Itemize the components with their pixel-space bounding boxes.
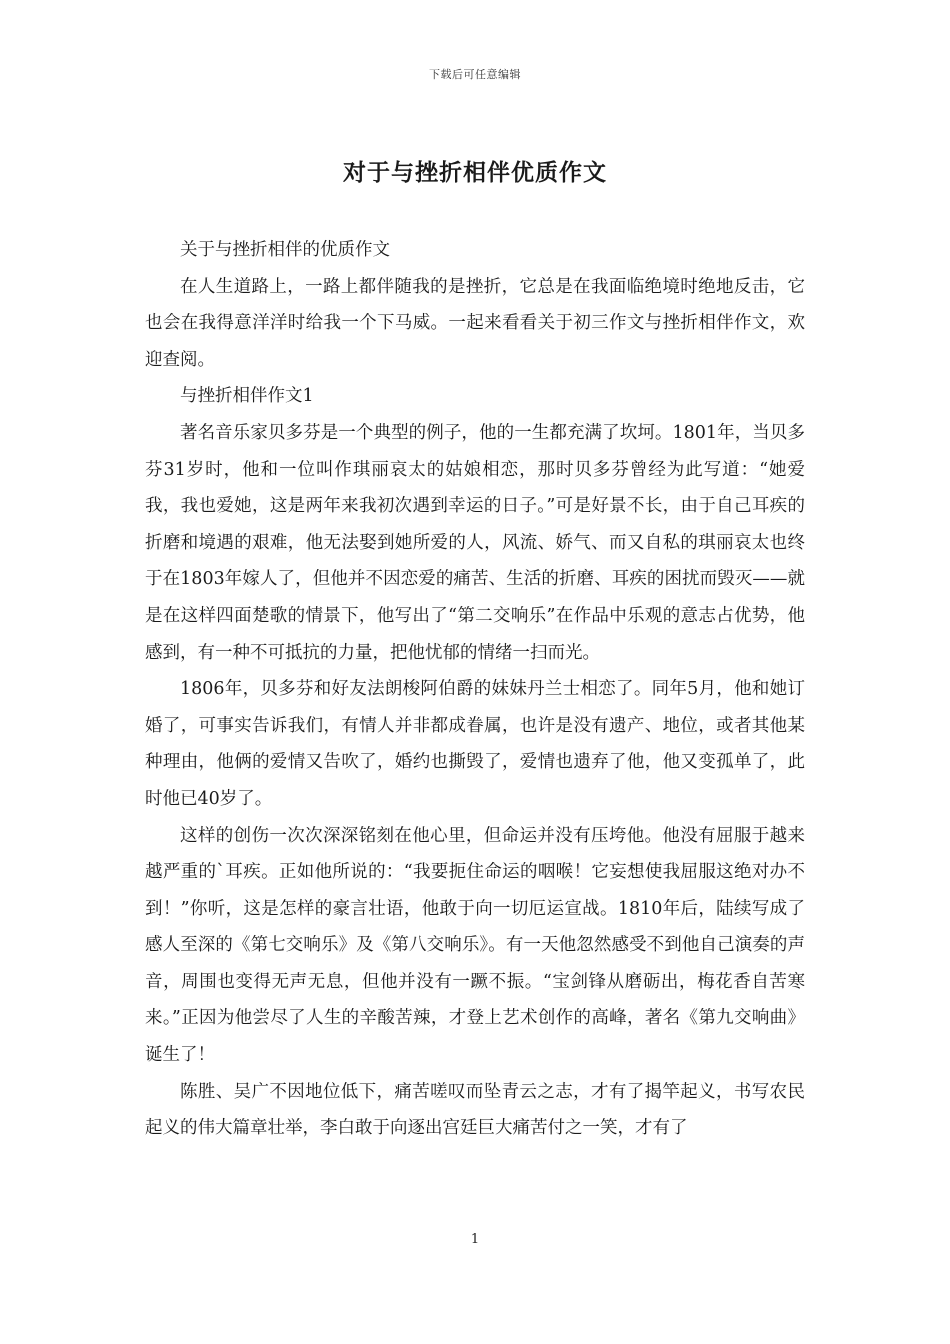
- document-title: 对于与挫折相伴优质作文: [343, 159, 607, 186]
- paragraph-beethoven-1801: 著名音乐家贝多芬是一个典型的例子，他的一生都充满了坎坷。1801年，当贝多芬31岁时，他和一位叫作琪丽哀太的姑娘相恋，那时贝多芬曾经为此写道：“她爱我，我也爱她，这是两年来我初次遇到幸运的日子。”可是好景不长，由于自己耳疾的折磨和境遇的艰难，他无法娶到她所爱的人，风流、娇气、而又自私的琪丽哀太也终于在1803年嫁人了，但他并不因恋爱的痛苦、生活的折磨、耳疾的困扰而毁灭——就是在这样四面楚歌的情景下，他写出了“第二交响乐”在作品中乐观的意志占优势，他感到，有一种不可抵抗的力量，把他忧郁的情绪一扫而光。: [145, 422, 805, 663]
- paragraph-beethoven-1806: 1806年，贝多芬和好友法朗梭阿伯爵的妹妹丹兰士相恋了。同年5月，他和她订婚了，可事实告诉我们，有情人并非都成眷属，也许是没有遗产、地位，或者其他某种理由，他俩的爱情又告吹了，婚约也撕毁了，爱情也遗弃了他，他又变孤单了，此时他已40岁了。: [145, 679, 805, 809]
- header-note: 下载后可任意编辑: [429, 68, 521, 81]
- paragraph-beethoven-fate: 这样的创伤一次次深深铭刻在他心里，但命运并没有压垮他。他没有屈服于越来越严重的`耳疾。正如他所说的：“我要扼住命运的咽喉！它妄想使我屈服这绝对办不到！”你听，这是怎样的豪言壮语，他敢于向一切厄运宣战。1810年后，陆续写成了感人至深的《第七交响乐》及《第八交响乐》。有一天他忽然感受不到他自己演奏的声音，周围也变得无声无息，但他并没有一蹶不振。“宝剑锋从磨砺出，梅花香自苦寒来。”正因为他尝尽了人生的辛酸苦辣，才登上艺术创作的高峰，著名《第九交响曲》诞生了！: [145, 825, 805, 1066]
- paragraph-intro: 在人生道路上，一路上都伴随我的是挫折，它总是在我面临绝境时绝地反击，它也会在我得意洋洋时给我一个下马威。一起来看看关于初三作文与挫折相伴作文，欢迎查阅。: [145, 276, 805, 370]
- document-body: [145, 232, 805, 1147]
- paragraph-chensheng-wuguang: 陈胜、吴广不因地位低下，痛苦嗟叹而坠青云之志，才有了揭竿起义，书写农民起义的伟大篇章壮举，李白敢于向逐出宫廷巨大痛苦付之一笑，才有了: [145, 1081, 805, 1139]
- paragraph-subtitle: 关于与挫折相伴的优质作文: [180, 240, 390, 260]
- page-number: 1: [470, 1232, 480, 1247]
- paragraph-essay-heading: 与挫折相伴作文1: [180, 386, 314, 407]
